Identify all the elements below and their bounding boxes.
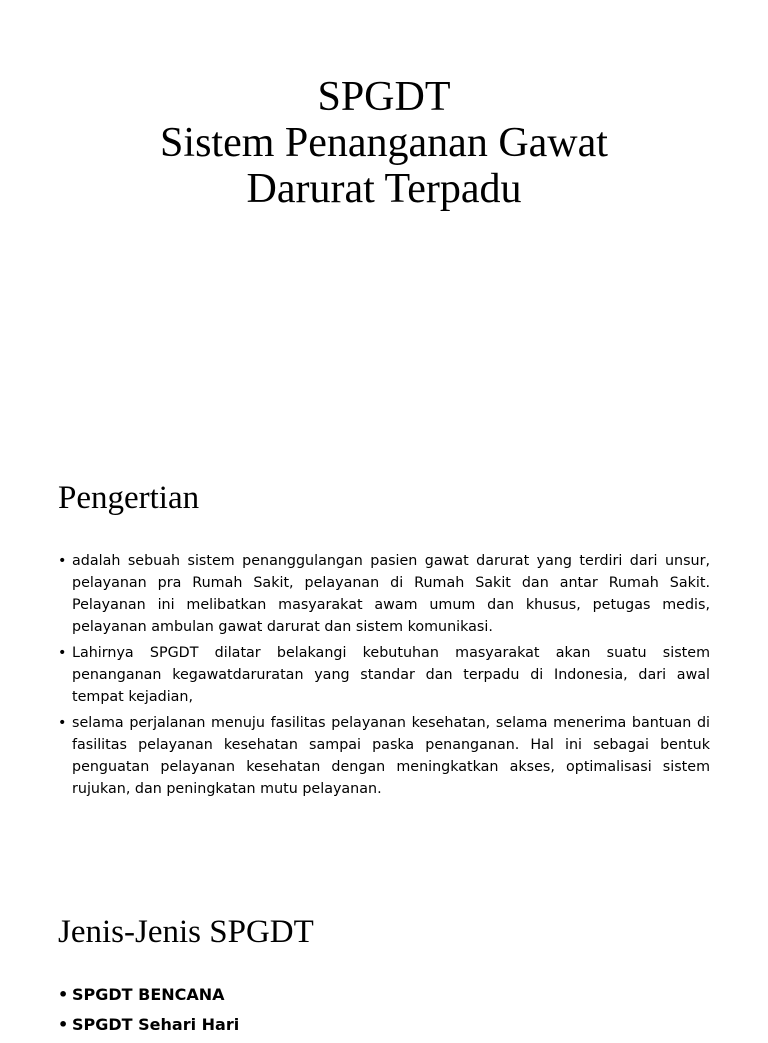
title-line-2: Sistem Penanganan Gawat <box>160 120 608 166</box>
bullet-icon: • <box>58 715 67 731</box>
slide-title <box>0 74 768 212</box>
list-item-text: SPGDT Sehari Hari <box>72 1015 240 1034</box>
bullet-icon: • <box>58 1015 69 1034</box>
title-line-1: SPGDT <box>317 74 451 120</box>
section-heading-pengertian: Pengertian <box>58 480 200 516</box>
list-item-text: SPGDT BENCANA <box>72 985 225 1004</box>
jenis-list <box>58 983 710 1043</box>
list-item <box>58 642 710 708</box>
bullet-icon: • <box>58 553 67 569</box>
list-item-text: selama perjalanan menuju fasilitas pelayanan kesehatan, selama menerima bantuan di fasilitas pelayanan kesehatan sampai paska penanganan. Hal ini sebagai bentuk penguatan pelayanan kesehatan dengan meningkatkan akses, optimalisasi sistem rujukan, dan peningkatan mutu pelayanan. <box>72 715 710 797</box>
bullet-icon: • <box>58 645 67 661</box>
pengertian-list <box>58 550 710 804</box>
list-item <box>58 712 710 800</box>
section-heading-jenis: Jenis-Jenis SPGDT <box>58 914 314 950</box>
list-item-text: Lahirnya SPGDT dilatar belakangi kebutuhan masyarakat akan suatu sistem penanganan kegawatdaruratan yang standar dan terpadu di Indonesia, dari awal tempat kejadian, <box>72 645 710 705</box>
title-line-3: Darurat Terpadu <box>246 166 522 212</box>
list-item <box>58 983 710 1007</box>
list-item-text: adalah sebuah sistem penanggulangan pasien gawat darurat yang terdiri dari unsur, pelayanan pra Rumah Sakit, pelayanan di Rumah Sakit dan antar Rumah Sakit. Pelayanan ini melibatkan masyarakat awam umum dan khusus, petugas medis, pelayanan ambulan gawat darurat dan sistem komunikasi. <box>72 553 710 635</box>
bullet-icon: • <box>58 985 69 1004</box>
list-item <box>58 550 710 638</box>
list-item <box>58 1013 710 1037</box>
